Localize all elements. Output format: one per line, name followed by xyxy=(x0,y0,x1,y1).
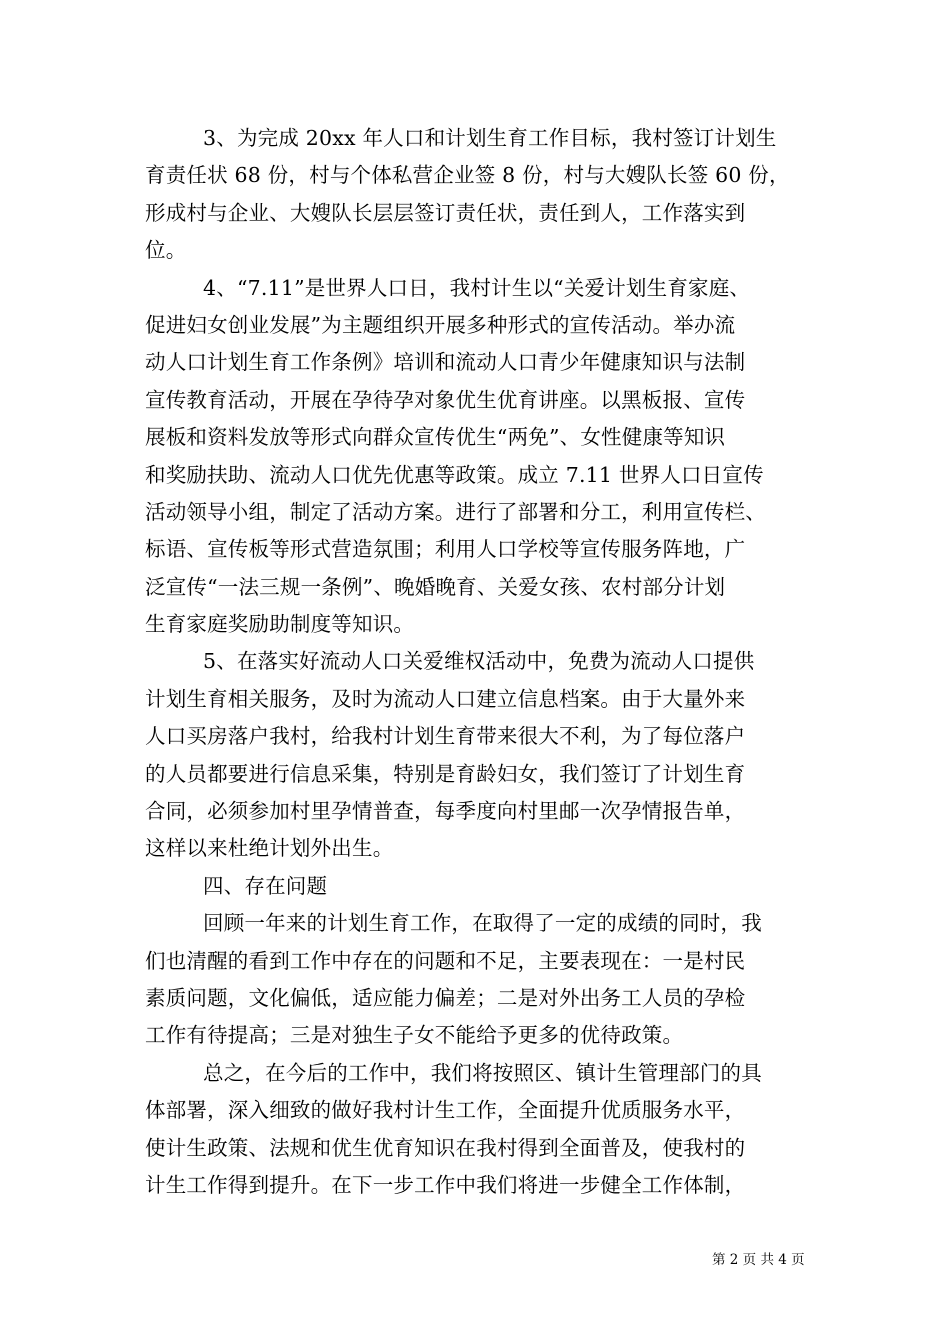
text-line: 的人员都要进行信息采集，特别是育龄妇女，我们签订了计划生育 xyxy=(145,761,746,786)
text-line: 育责任状 68 份，村与个体私营企业签 8 份，村与大嫂队长签 60 份， xyxy=(145,163,790,188)
text-line: 形成村与企业、大嫂队长层层签订责任状，责任到人，工作落实到 xyxy=(145,200,746,225)
text-line: 计生工作得到提升。在下一步工作中我们将进一步健全工作体制， xyxy=(145,1172,746,1197)
section-heading xyxy=(145,868,810,905)
text-line: 们也清醒的看到工作中存在的问题和不足，主要表现在：一是村民 xyxy=(145,948,746,973)
text-line: 总之，在今后的工作中，我们将按照区、镇计生管理部门的具 xyxy=(203,1060,762,1085)
text-line: 标语、宣传板等形式营造氛围；利用人口学校等宣传服务阵地，广 xyxy=(145,537,746,562)
text-line: 展板和资料发放等形式向群众宣传优生“两免”、女性健康等知识 xyxy=(145,425,726,450)
text-line: 活动领导小组，制定了活动方案。进行了部署和分工，利用宣传栏、 xyxy=(145,499,766,524)
section-heading-text: 四、存在问题 xyxy=(203,873,328,898)
paragraph-summary xyxy=(145,1055,810,1205)
text-line: 体部署，深入细致的做好我村计生工作，全面提升优质服务水平， xyxy=(145,1098,746,1123)
paragraph-item-5 xyxy=(145,643,810,867)
text-line: 回顾一年来的计划生育工作，在取得了一定的成绩的同时，我 xyxy=(203,911,762,936)
document-body xyxy=(145,120,810,1204)
text-line: 计划生育相关服务，及时为流动人口建立信息档案。由于大量外来 xyxy=(145,686,746,711)
paragraph-item-4 xyxy=(145,270,810,644)
text-line: 宣传教育活动，开展在孕待孕对象优生优育讲座。以黑板报、宣传 xyxy=(145,387,746,412)
text-line: 3、为完成 20xx 年人口和计划生育工作目标，我村签订计划生 xyxy=(203,126,777,150)
text-line: 这样以来杜绝计划外出生。 xyxy=(145,836,394,861)
text-line: 5、在落实好流动人口关爱维权活动中，免费为流动人口提供 xyxy=(203,649,755,674)
text-line: 动人口计划生育工作条例》培训和流动人口青少年健康知识与法制 xyxy=(145,350,746,375)
text-line: 使计生政策、法规和优生优育知识在我村得到全面普及，使我村的 xyxy=(145,1135,746,1160)
paragraph-problems xyxy=(145,905,810,1055)
text-line: 位。 xyxy=(145,238,187,263)
page-number-footer: 第 2 页 共 4 页 xyxy=(712,1252,805,1268)
text-line: 工作有待提高；三是对独生子女不能给予更多的优待政策。 xyxy=(145,1023,684,1048)
text-line: 合同，必须参加村里孕情普查，每季度向村里邮一次孕情报告单， xyxy=(145,799,746,824)
text-line: 泛宣传“一法三规一条例”、晚婚晚育、关爱女孩、农村部分计划 xyxy=(145,574,726,599)
text-line: 素质问题，文化偏低，适应能力偏差；二是对外出务工人员的孕检 xyxy=(145,985,746,1010)
paragraph-item-3 xyxy=(145,120,810,270)
text-line: 4、“7.11”是世界人口日，我村计生以“关爱计划生育家庭、 xyxy=(203,275,751,300)
text-line: 人口买房落户我村，给我村计划生育带来很大不利，为了每位落户 xyxy=(145,724,746,749)
text-line: 和奖励扶助、流动人口优先优惠等政策。成立 7.11 世界人口日宣传 xyxy=(145,462,764,487)
text-line: 生育家庭奖励助制度等知识。 xyxy=(145,612,415,637)
text-line: 促进妇女创业发展”为主题组织开展多种形式的宣传活动。举办流 xyxy=(145,312,736,337)
